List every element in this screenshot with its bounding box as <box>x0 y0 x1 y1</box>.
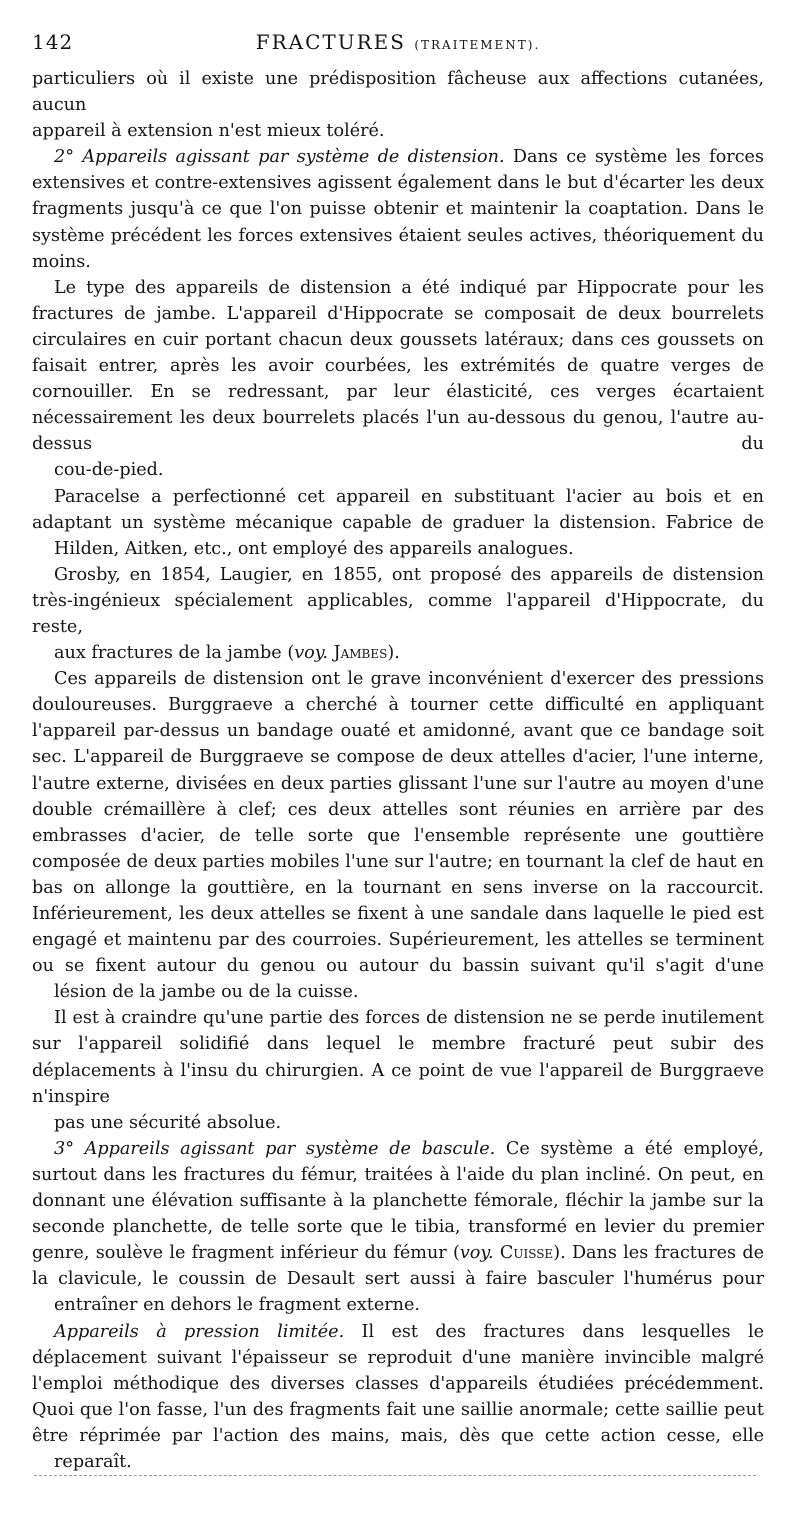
paragraph-8-last-line: entraîner en dehors le fragment externe. <box>54 1295 421 1316</box>
page-header <box>32 30 764 60</box>
paragraph-6-text: Ces appareils de distension ont le grave inconvénient d'exercer des pressions douloureuses. Burggraeve a cherché à tourner cette difficulté en appliquant l'appareil par-dessus un bandage ouaté et amidonné, avant que ce bandage soit sec. L'appareil de Burggraeve se compose de deux attelles d'acier, l'une interne, l'autre externe, divisées en deux parties glissant l'une sur l'autre au moyen d'une double crémaillère à clef; ces deux attelles sont réunies en arrière par des embrasses d'acier, de telle sorte que l'ensemble représente une gouttière composée de deux parties mobiles l'une sur l'autre; en tournant la clef de haut en bas on allonge la gouttière, en la tournant en sens inverse on la raccourcit. Inférieurement, les deux attelles se fixent à une sandale dans laquelle le pied est engagé et maintenu par des courroies. Supérieurement, les attelles se terminent ou se fixent autour du genou ou autour du bassin suivant qu'il s'agit d'une <box>32 669 764 977</box>
paragraph-2 <box>32 144 764 274</box>
paragraph-6 <box>32 666 764 1005</box>
paragraph-6-last-line: lésion de la jambe ou de la cuisse. <box>54 982 359 1003</box>
paragraph-8-voy: voy. <box>459 1243 494 1264</box>
footer-rule <box>34 1475 756 1476</box>
paragraph-4-text: Paracelse a perfectionné cet appareil en substituant l'acier au bois et en adaptant un système mécanique capable de graduer la distension. Fabrice de <box>32 486 764 533</box>
paragraph-5-last-close: ). <box>387 643 400 664</box>
paragraph-9-text: Il est des fractures dans lesquelles le déplacement suivant l'épaisseur se reproduit d'une manière invincible malgré l'emploi méthodique des diverses classes d'appareils étudiées précédemment. Quoi que l'on fasse, l'un des fragments fait une saillie anormale; cette saillie peut être réprimée par l'action des mains, mais, dès que cette action cesse, elle <box>32 1321 764 1446</box>
paragraph-1-last-line: appareil à extension n'est mieux toléré. <box>32 121 385 142</box>
paragraph-8-text: Ce système a été employé, surtout dans les fractures du fémur, traitées à l'aide du plan incliné. On peut, en donnant une élévation suffisante à la planchette fémorale, fléchir la jambe sur la seconde planchette, de telle sorte que le tibia, transformé en levier du premier genre, soulève le fragment inférieur du fémur ( <box>32 1138 764 1264</box>
paragraph-7-last-line: pas une sécurité absolue. <box>54 1112 282 1133</box>
paragraph-9 <box>32 1319 764 1476</box>
paragraph-3-last-line: cou-de-pied. <box>54 460 164 481</box>
paragraph-3-text: Le type des appareils de distension a été indiqué par Hippocrate pour les fractures de jambe. L'appareil d'Hippocrate se composait de deux bourrelets circulaires en cuir portant chacun deux goussets latéraux; dans ces goussets on faisait entrer, après les avoir courbées, les extrémités de quatre verges de cornouiller. En se redressant, par leur élasticité, ces verges écartaient nécessairement les deux bourrelets placés l'un au-dessous du genou, l'autre au-dessus du <box>32 277 764 455</box>
paragraph-5 <box>32 562 764 666</box>
paragraph-4-last-line: Hilden, Aitken, etc., ont employé des appareils analogues. <box>54 538 574 559</box>
paragraph-5-voy: voy. <box>294 643 328 664</box>
running-head <box>32 30 764 54</box>
paragraph-4 <box>32 484 764 562</box>
paragraph-5-text: Grosby, en 1854, Laugier, en 1855, ont proposé des appareils de distension très-ingénieux spécialement applicables, comme l'appareil d'Hippocrate, du reste, <box>32 564 764 637</box>
paragraph-1 <box>32 66 764 144</box>
paragraph-2-text: Dans ce système les forces extensives et contre-extensives agissent également dans le but d'écarter les deux fragments jusqu'à ce que l'on puisse obtenir et maintenir la coaptation. Dans le système précédent les forces extensives étaient seules actives, théoriquement du moins. <box>32 147 764 272</box>
running-head-subtitle: (TRAITEMENT). <box>414 38 541 52</box>
paragraph-2-heading: 2° Appareils agissant par système de distension. <box>54 147 505 168</box>
paragraph-7-text: Il est à craindre qu'une partie des forces de distension ne se perde inutilement sur l'appareil solidifié dans lequel le membre fracturé peut subir des déplacements à l'insu du chirurgien. A ce point de vue l'appareil de Burggraeve n'inspire <box>32 1008 764 1107</box>
body-text <box>32 66 764 1475</box>
paragraph-5-cross-reference: Jambes <box>333 643 388 664</box>
paragraph-9-heading: Appareils à pression limitée. <box>54 1321 345 1342</box>
paragraph-5-last-text: aux fractures de la jambe ( <box>54 643 295 664</box>
paragraph-8-heading: 3° Appareils agissant par système de bascule. <box>54 1138 496 1159</box>
paragraph-7 <box>32 1005 764 1135</box>
page-number: 142 <box>32 30 74 54</box>
running-head-title: FRACTURES <box>255 30 406 54</box>
paragraph-5-last-line <box>32 640 764 666</box>
paragraph-8-text-2: ). Dans les fractures de la clavicule, le coussin de Desault sert aussi à faire basculer l'humérus pour <box>32 1243 765 1290</box>
paragraph-1-text: particuliers où il existe une prédisposition fâcheuse aux affections cutanées, aucun <box>32 69 764 116</box>
paragraph-8-cross-reference: Cuisse <box>499 1243 554 1264</box>
paragraph-8 <box>32 1136 764 1319</box>
paragraph-3 <box>32 275 764 484</box>
paragraph-9-last-line: reparaît. <box>54 1451 132 1472</box>
